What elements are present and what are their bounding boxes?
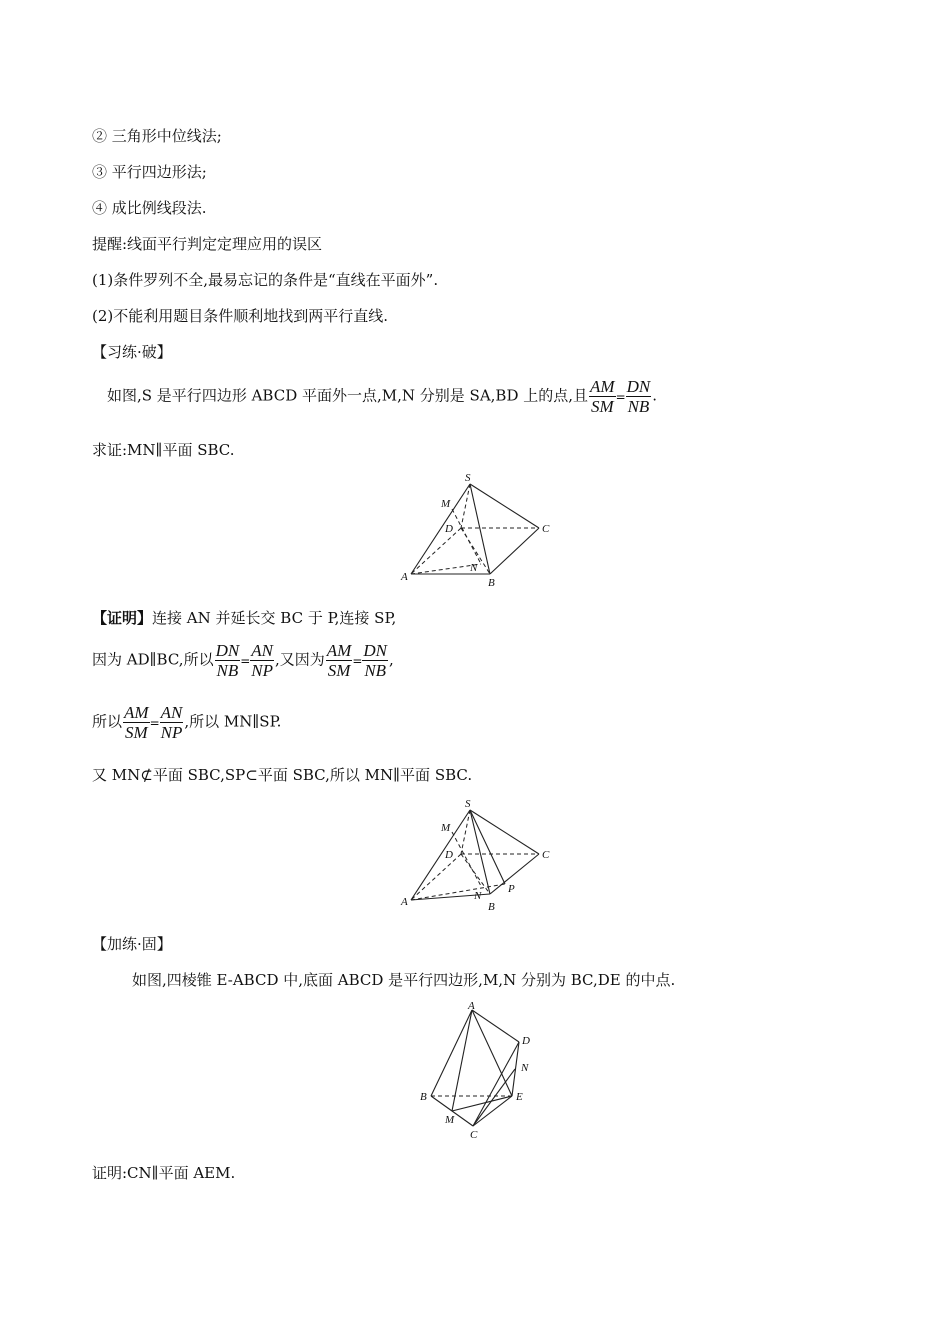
method-median-line: ② 三角形中位线法; <box>92 127 222 145</box>
fraction-am-sm: $\frac{AM}{SM}$ <box>590 377 615 416</box>
label-n: N <box>474 890 482 902</box>
label-e: E <box>516 1091 523 1103</box>
method-proportional: ④ 成比例线段法. <box>92 199 207 217</box>
proof-line-3: 所以 $\frac{AM}{SM}$ = $\frac{AN}{NP}$ ,所以 MN∥SP. <box>92 703 282 742</box>
fraction-am-sm-3: $\frac{AM}{SM}$ <box>124 703 149 742</box>
label-p: P <box>508 883 515 895</box>
label-c: C <box>542 523 550 535</box>
proof-line-4: 又 MN⊄平面 SBC,SP⊂平面 SBC,所以 MN∥平面 SBC. <box>92 766 473 784</box>
equals-sign: = <box>615 389 626 404</box>
label-b: B <box>488 901 495 913</box>
label-b: B <box>488 577 495 589</box>
fraction-an-np: $\frac{AN}{NP}$ <box>251 641 273 680</box>
fraction-an-np-3: $\frac{AN}{NP}$ <box>160 703 183 742</box>
practice-heading: 【习练·破】 <box>92 343 172 361</box>
reminder-item-2: (2)不能利用题目条件顺利地找到两平行直线. <box>92 307 389 325</box>
label-s: S <box>465 472 471 484</box>
label-b: B <box>420 1091 427 1103</box>
proof-line-2: 因为 AD∥BC,所以 $\frac{DN}{NB}$ = $\frac{AN}{NP}$ ,又因为 $\frac{AM}{SM}$ = $\frac{DN}{NB}$ , <box>92 641 394 680</box>
label-d: D <box>522 1035 530 1047</box>
practice-prove: 求证:MN∥平面 SBC. <box>92 441 235 459</box>
fraction-dn-nb-2: $\frac{DN}{NB}$ <box>363 641 388 680</box>
label-s: S <box>465 798 471 810</box>
label-n: N <box>521 1062 529 1074</box>
proof-label: 【证明】 <box>92 609 153 627</box>
practice-problem: 如图,S 是平行四边形 ABCD 平面外一点,M,N 分别是 SA,BD 上的点,且 $\frac{AM}{SM}$ = $\frac{DN}{NB}$ . <box>107 377 658 416</box>
label-a: A <box>401 896 408 908</box>
reinforce-heading: 【加练·固】 <box>92 935 172 953</box>
label-c: C <box>470 1129 478 1141</box>
pyramid-figure-1 <box>395 470 565 590</box>
label-c: C <box>542 849 550 861</box>
method-parallelogram: ③ 平行四边形法; <box>92 163 207 181</box>
label-d: D <box>445 523 453 535</box>
proof-line-1: 【证明】连接 AN 并延长交 BC 于 P,连接 SP, <box>92 609 397 627</box>
fraction-dn-nb: $\frac{DN}{NB}$ <box>215 641 240 680</box>
pyramid-figure-2 <box>395 796 565 914</box>
practice-problem-text: 如图,S 是平行四边形 ABCD 平面外一点,M,N 分别是 SA,BD 上的点,且 <box>107 386 589 405</box>
label-a: A <box>401 571 408 583</box>
label-m: M <box>441 498 451 510</box>
pyramid-figure-3 <box>415 1000 540 1145</box>
label-n: N <box>470 562 478 574</box>
reminder-title: 提醒:线面平行判定定理应用的误区 <box>92 235 323 253</box>
label-m: M <box>445 1114 455 1126</box>
fraction-dn-nb: $\frac{DN}{NB}$ <box>626 377 651 416</box>
reminder-item-1: (1)条件罗列不全,最易忘记的条件是“直线在平面外”. <box>92 271 439 289</box>
fraction-am-sm: $\frac{AM}{SM}$ <box>326 641 352 680</box>
reinforce-problem: 如图,四棱锥 E-ABCD 中,底面 ABCD 是平行四边形,M,N 分别为 BC,DE 的中点. <box>132 971 676 989</box>
reinforce-prove: 证明:CN∥平面 AEM. <box>92 1164 236 1182</box>
label-d: D <box>445 849 453 861</box>
label-a: A <box>468 1000 475 1012</box>
label-m: M <box>441 822 451 834</box>
